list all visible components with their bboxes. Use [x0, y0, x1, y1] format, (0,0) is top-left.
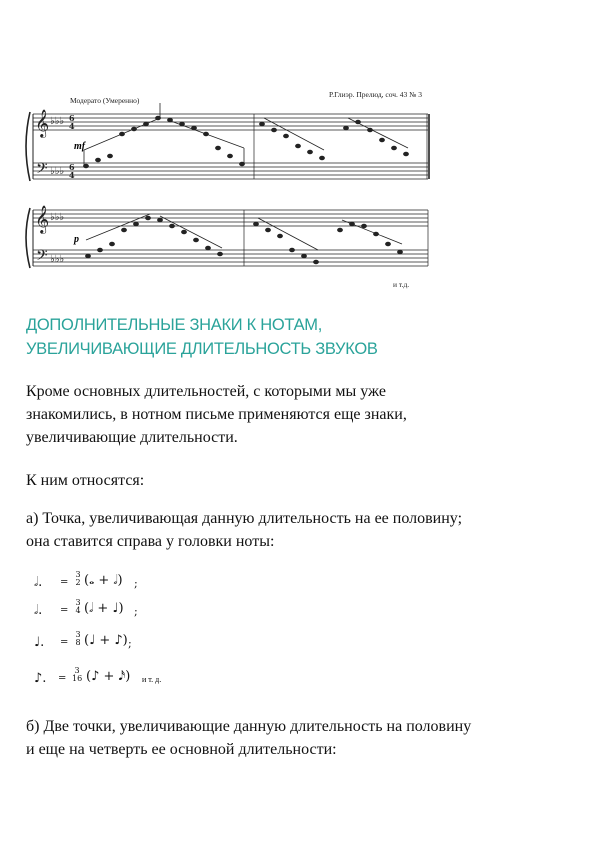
music-score — [0, 0, 595, 290]
example-etc: и т. д. — [142, 675, 162, 684]
dotted-eighth-note-icon: ♪. — [34, 671, 47, 686]
system1-treble-staff — [33, 114, 428, 130]
dynamic-mf: mf — [74, 141, 86, 152]
svg-text:♭♭♭: ♭♭♭ — [50, 254, 65, 265]
double-dot-paragraph — [26, 715, 574, 761]
fraction: 3 4 — [75, 598, 81, 615]
example-row-sixteenth: ♪. = 3 16 (♪ + 𝅘𝅥𝅯) и т. д. — [34, 666, 162, 686]
section-heading — [26, 313, 566, 361]
svg-text:♭♭♭: ♭♭♭ — [50, 212, 65, 223]
dot-rule-paragraph — [26, 507, 574, 553]
system2-bass-staff — [33, 250, 428, 266]
example-row-quarter: 𝅗𝅥. = 3 4 (𝅗𝅥 + ♩) ; — [34, 598, 138, 618]
intro-line-1: Кроме основных длительностей, с которыми мы уже — [26, 383, 386, 400]
example-row-eighth: ♩. = 3 8 (♩ + ♪) ; — [34, 630, 132, 650]
dot-rule-line-2: она ставится справа у головки ноты: — [26, 533, 275, 550]
fraction: 3 2 — [75, 570, 81, 587]
double-dot-line-2: и еще на четверть ее основной длительности: — [26, 741, 337, 758]
double-dot-line-1: б) Две точки, увеличивающие данную длительность на половину — [26, 718, 472, 735]
system2-treble-staff — [33, 210, 428, 226]
composer-attribution: Р.Глиэр. Прелюд, соч. 43 № 3 — [329, 90, 422, 99]
fraction: 3 16 — [72, 666, 83, 683]
equals-sign: = — [60, 577, 69, 588]
svg-text:6: 6 — [69, 113, 75, 123]
dotted-quarter-half-icon: 𝅗𝅥. — [34, 603, 43, 618]
dotted-half-note-icon: 𝅗𝅥. — [34, 575, 43, 590]
svg-text:4: 4 — [69, 121, 75, 131]
fraction: 3 8 — [75, 630, 81, 647]
dynamic-p: p — [74, 234, 79, 245]
intro-paragraph — [26, 380, 574, 449]
svg-text:4: 4 — [69, 170, 75, 180]
note-sum-icon: (♩ + ♪) — [84, 633, 128, 648]
treble-clef-icon: 𝄞 — [35, 109, 50, 137]
bass-clef-icon: 𝄢 — [36, 160, 48, 181]
svg-text:♭♭♭: ♭♭♭ — [50, 116, 65, 127]
example-row-half: 𝅗𝅥. = 3 2 (𝅝 + 𝅗𝅥) ; — [34, 570, 138, 590]
svg-text:𝄞: 𝄞 — [35, 205, 50, 233]
intro-line-3: увеличивающие длительности. — [26, 429, 238, 446]
heading-line-2: УВЕЛИЧИВАЮЩИЕ ДЛИТЕЛЬНОСТЬ ЗВУКОВ — [26, 340, 378, 358]
dotted-note-examples — [30, 571, 230, 697]
note-sum-icon: (𝅝 + 𝅗𝅥) — [84, 573, 123, 588]
system1-bass-staff — [33, 163, 428, 179]
intro-line-2: знакомились, в нотном письме применяются еще знаки, — [26, 406, 407, 423]
tempo-marking: Модерато (Умеренно) — [70, 96, 140, 105]
dot-rule-line-1: а) Точка, увеличивающая данную длительность на ее половину; — [26, 510, 463, 527]
score-etc: и т.д. — [393, 280, 410, 289]
note-sum-icon: (♪ + 𝅘𝅥𝅯) — [86, 669, 131, 684]
note-sum-icon: (𝅗𝅥 + ♩) — [84, 601, 124, 616]
list-intro: К ним относятся: — [26, 472, 145, 489]
dotted-quarter-note-icon: ♩. — [34, 635, 45, 650]
svg-text:𝄢: 𝄢 — [36, 247, 48, 268]
heading-line-1: ДОПОЛНИТЕЛЬНЫЕ ЗНАКИ К НОТАМ, — [26, 316, 323, 334]
svg-text:♭♭♭: ♭♭♭ — [50, 166, 65, 177]
svg-text:6: 6 — [69, 162, 75, 172]
